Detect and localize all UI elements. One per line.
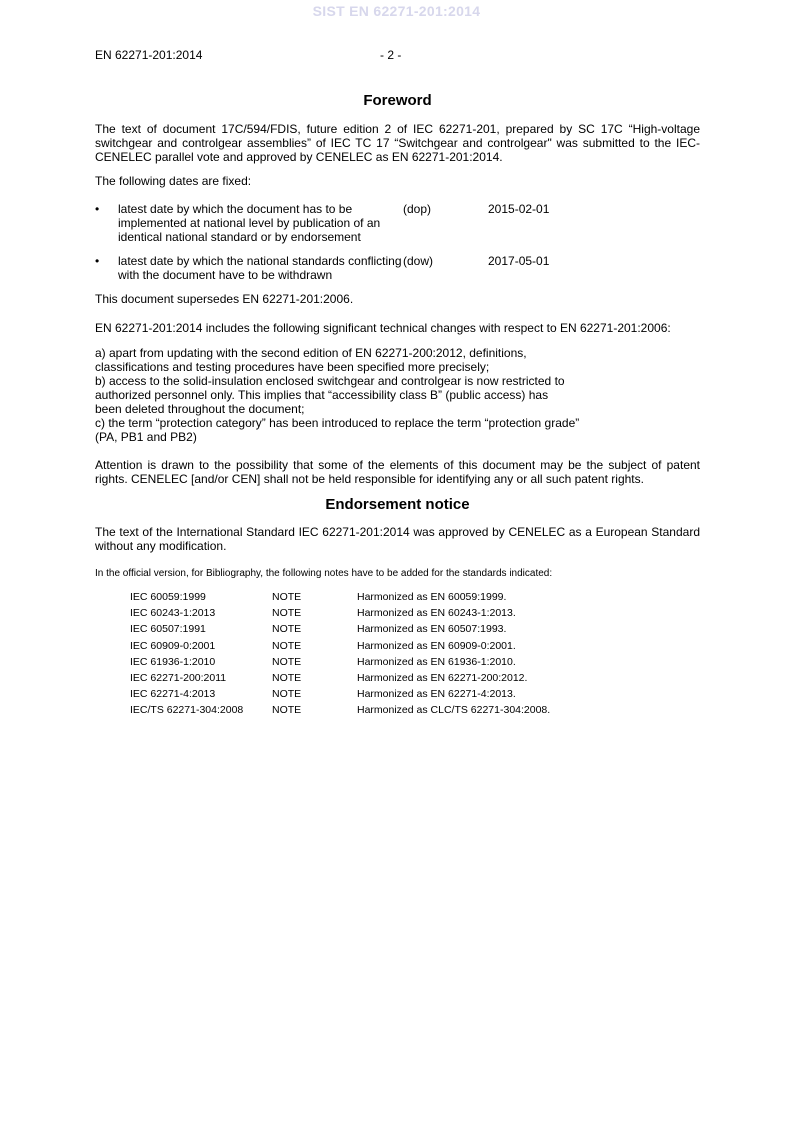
date-value: 2015-02-01 bbox=[488, 202, 550, 216]
table-row bbox=[130, 654, 550, 670]
patent-notice: Attention is drawn to the possibility that some of the elements of this document may be the subject of patent rights. CENELEC [and/or CEN] shall not be held responsible for identifying any or all such patent rights. bbox=[95, 458, 700, 486]
note-label: NOTE bbox=[272, 672, 302, 685]
date-item-dop bbox=[95, 202, 700, 244]
date-desc: latest date by which the national standards conflicting with the document have to be withdrawn bbox=[118, 254, 402, 282]
change-line: (PA, PB1 and PB2) bbox=[95, 430, 197, 444]
standards-notes-table bbox=[130, 589, 550, 719]
harmonized-text: Harmonized as EN 62271-200:2012. bbox=[357, 672, 528, 685]
std-ref: IEC 60909-0:2001 bbox=[130, 639, 216, 652]
std-ref: IEC/TS 62271-304:2008 bbox=[130, 704, 244, 717]
table-row bbox=[130, 621, 550, 637]
harmonized-text: Harmonized as EN 60909-0:2001. bbox=[357, 639, 516, 652]
foreword-intro: The text of document 17C/594/FDIS, future edition 2 of IEC 62271-201, prepared by SC 17C “High-voltage switchgear and controlgear assemblies” of IEC TC 17 “Switchgear and controlgear" was submitted to the IEC-CENELEC parallel vote and approved by CENELEC as EN 62271-201:2014. bbox=[95, 122, 700, 164]
changes-intro: EN 62271-201:2014 includes the following significant technical changes with respect to EN 62271-201:2006: bbox=[95, 321, 671, 335]
notes-intro: In the official version, for Bibliography, the following notes have to be added for the standards indicated: bbox=[95, 568, 553, 579]
date-code: (dow) bbox=[403, 254, 434, 268]
endorsement-text: The text of the International Standard IEC 62271-201:2014 was approved by CENELEC as a European Standard without any modification. bbox=[95, 525, 700, 553]
change-line: been deleted throughout the document; bbox=[95, 402, 305, 416]
note-label: NOTE bbox=[272, 655, 302, 668]
table-row bbox=[130, 605, 550, 621]
changes-list bbox=[95, 346, 700, 444]
note-label: NOTE bbox=[272, 623, 302, 636]
page-content bbox=[95, 94, 700, 719]
std-ref: IEC 62271-200:2011 bbox=[130, 672, 227, 685]
change-line: classifications and testing procedures have been specified more precisely; bbox=[95, 360, 490, 374]
note-label: NOTE bbox=[272, 688, 302, 701]
note-label: NOTE bbox=[272, 607, 302, 620]
supersedes-text: This document supersedes EN 62271-201:2006. bbox=[95, 292, 354, 306]
std-ref: IEC 61936-1:2010 bbox=[130, 655, 216, 668]
date-item-dow bbox=[95, 254, 700, 282]
std-ref: IEC 60507:1991 bbox=[130, 623, 206, 636]
table-row bbox=[130, 702, 550, 718]
table-row bbox=[130, 638, 550, 654]
bullet-icon: • bbox=[95, 202, 100, 216]
watermark: SIST EN 62271-201:2014 bbox=[312, 3, 481, 19]
harmonized-text: Harmonized as EN 60507:1993. bbox=[357, 623, 507, 636]
std-ref: IEC 62271-4:2013 bbox=[130, 688, 216, 701]
table-row bbox=[130, 589, 550, 605]
date-code: (dop) bbox=[403, 202, 432, 216]
note-label: NOTE bbox=[272, 639, 302, 652]
change-line: authorized personnel only. This implies that “accessibility class B” (public access) has bbox=[95, 388, 549, 402]
date-desc: latest date by which the document has to be implemented at national level by publication of an identical national standard or by endorsement bbox=[118, 202, 381, 244]
harmonized-text: Harmonized as EN 60243-1:2013. bbox=[357, 607, 516, 620]
change-line: b) access to the solid-insulation enclosed switchgear and controlgear is now restricted to bbox=[95, 374, 565, 388]
harmonized-text: Harmonized as EN 60059:1999. bbox=[357, 591, 507, 604]
harmonized-text: Harmonized as EN 61936-1:2010. bbox=[357, 655, 516, 668]
change-line: a) apart from updating with the second edition of EN 62271-200:2012, definitions, bbox=[95, 346, 527, 360]
note-label: NOTE bbox=[272, 591, 302, 604]
header-page-number: - 2 - bbox=[380, 48, 402, 62]
note-label: NOTE bbox=[272, 704, 302, 717]
bullet-icon: • bbox=[95, 254, 100, 268]
change-line: c) the term “protection category” has been introduced to replace the term “protection grade” bbox=[95, 416, 580, 430]
std-ref: IEC 60059:1999 bbox=[130, 591, 206, 604]
std-ref: IEC 60243-1:2013 bbox=[130, 607, 216, 620]
header-doc-id: EN 62271-201:2014 bbox=[95, 48, 203, 62]
dates-intro: The following dates are fixed: bbox=[95, 174, 252, 188]
date-value: 2017-05-01 bbox=[488, 254, 550, 268]
foreword-title: Foreword bbox=[363, 92, 432, 109]
endorsement-title: Endorsement notice bbox=[325, 496, 470, 513]
table-row bbox=[130, 670, 550, 686]
harmonized-text: Harmonized as EN 62271-4:2013. bbox=[357, 688, 516, 701]
dates-list bbox=[95, 202, 700, 282]
table-row bbox=[130, 686, 550, 702]
harmonized-text: Harmonized as CLC/TS 62271-304:2008. bbox=[357, 704, 551, 717]
